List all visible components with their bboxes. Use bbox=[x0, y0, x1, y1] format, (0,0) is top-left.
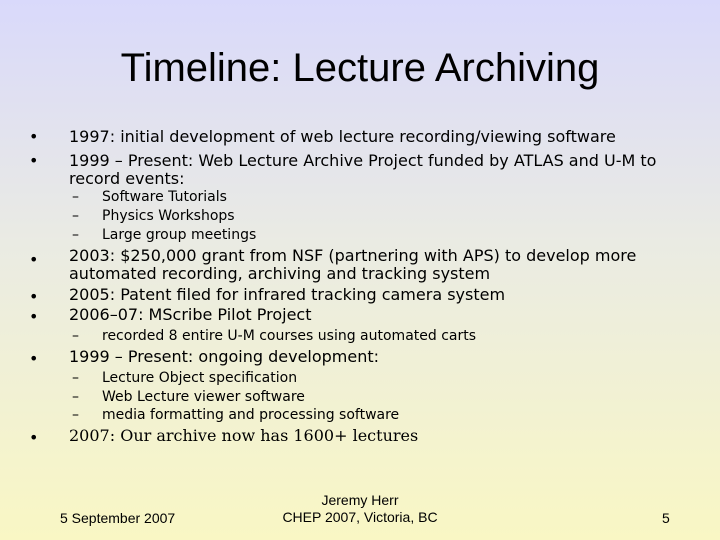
slide-title: Timeline: Lecture Archiving bbox=[120, 46, 600, 90]
bullet-item-1997: 1997: initial development of web lecture recording/viewing software bbox=[69, 127, 616, 146]
subitem-web-lecture-viewer: Web Lecture viewer software bbox=[102, 389, 305, 405]
dash-marker: – bbox=[72, 328, 79, 344]
dash-marker: – bbox=[72, 227, 79, 243]
page-number: 5 bbox=[662, 510, 670, 526]
bullet-item-2006-07: 2006–07: MScribe Pilot Project bbox=[69, 305, 312, 324]
dash-marker: – bbox=[72, 407, 79, 423]
subitem-recorded-courses: recorded 8 entire U-M courses using automated carts bbox=[102, 328, 477, 344]
subitem-media-formatting: media formatting and processing software bbox=[102, 407, 400, 423]
dash-marker: – bbox=[72, 370, 79, 386]
subitem-software-tutorials: Software Tutorials bbox=[102, 189, 227, 205]
bullet-marker: • bbox=[29, 151, 39, 170]
footer-author: Jeremy Herr bbox=[321, 492, 399, 508]
bullet-marker: • bbox=[29, 428, 39, 447]
bullet-marker: • bbox=[29, 250, 39, 269]
bullet-item-2007-archive: 2007: Our archive now has 1600+ lectures bbox=[69, 426, 419, 445]
bullet-item-ongoing-development: 1999 – Present: ongoing development: bbox=[69, 347, 380, 366]
bullet-marker: • bbox=[29, 287, 39, 306]
bullet-marker: • bbox=[29, 307, 39, 326]
bullet-marker: • bbox=[29, 127, 39, 146]
dash-marker: – bbox=[72, 389, 79, 405]
dash-marker: – bbox=[72, 189, 79, 205]
subitem-physics-workshops: Physics Workshops bbox=[102, 208, 235, 224]
dash-marker: – bbox=[72, 208, 79, 224]
footer-date: 5 September 2007 bbox=[60, 510, 176, 526]
subitem-lecture-object-spec: Lecture Object specification bbox=[102, 370, 298, 386]
bullet-item-1999-present: 1999 – Present: Web Lecture Archive Project funded by ATLAS and U-M to record events: bbox=[69, 151, 657, 188]
bullet-marker: • bbox=[29, 349, 39, 368]
bullet-item-2003: 2003: $250,000 grant from NSF (partnering with APS) to develop more automated recording, archiving and tracking system bbox=[69, 246, 637, 283]
bullet-item-2005: 2005: Patent filed for infrared tracking camera system bbox=[69, 285, 506, 304]
footer-event: CHEP 2007, Victoria, BC bbox=[282, 509, 438, 525]
subitem-large-group-meetings: Large group meetings bbox=[102, 227, 257, 243]
